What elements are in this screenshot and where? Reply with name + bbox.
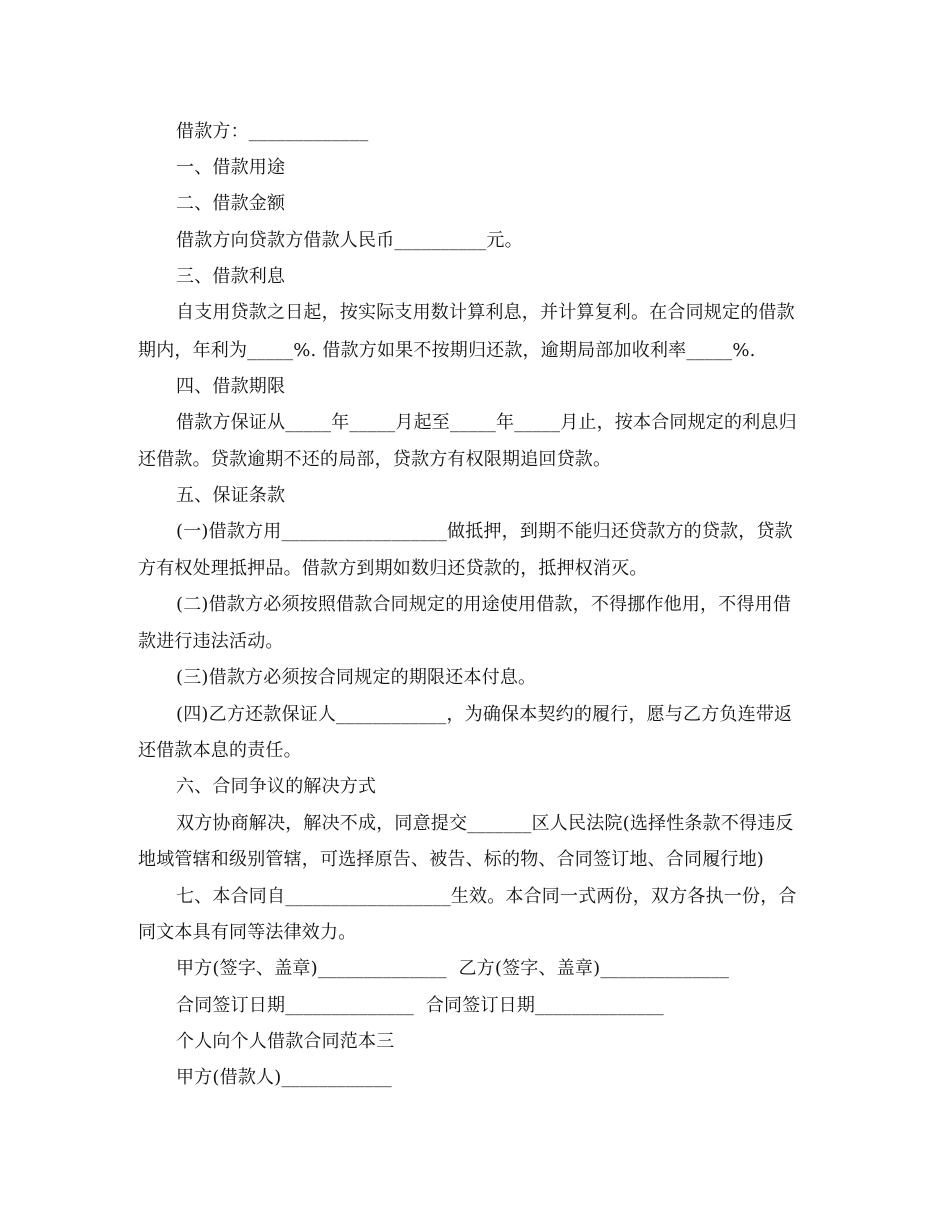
term-paragraph-cont: 还借款。贷款逾期不还的局部，贷款方有权限期追回贷款。	[138, 449, 612, 470]
amount-paragraph: 借款方向贷款方借款人民币__________元。	[176, 230, 523, 251]
clause-4: (四)乙方还款保证人____________，为确保本契约的履行，愿与乙方负连带返	[176, 704, 793, 725]
section-heading-term: 四、借款期限	[176, 376, 286, 397]
section-heading-amount: 二、借款金额	[176, 193, 286, 214]
template-three-title: 个人向个人借款合同范本三	[176, 1031, 395, 1052]
clause-2-cont: 款进行违法活动。	[138, 631, 284, 652]
clause-1: (一)借款方用__________________做抵押，到期不能归还贷款方的贷款，贷款	[176, 521, 793, 542]
dispute-paragraph-cont: 地域管辖和级别管辖，可选择原告、被告、标的物、合同签订地、合同履行地)	[138, 849, 765, 870]
clause-4-cont: 还借款本息的责任。	[138, 740, 302, 761]
section-heading-purpose: 一、借款用途	[176, 157, 286, 178]
section-heading-interest: 三、借款利息	[176, 266, 286, 287]
signing-date-line: 合同签订日期______________ 合同签订日期______________	[176, 995, 664, 1016]
effective-paragraph-cont: 同文本具有同等法律效力。	[138, 922, 357, 943]
interest-paragraph-cont: 期内，年利为_____%. 借款方如果不按期归还款，逾期局部加收利率_____%.	[138, 340, 756, 361]
interest-paragraph: 自支用贷款之日起，按实际支用数计算利息，并计算复利。在合同规定的借款	[176, 302, 795, 323]
dispute-paragraph: 双方协商解决，解决不成，同意提交_______区人民法院(选择性条款不得违反	[176, 813, 794, 834]
effective-paragraph: 七、本合同自__________________生效。本合同一式两份，双方各执一份，合	[176, 886, 797, 907]
party-a-line: 甲方(借款人)____________	[176, 1067, 392, 1088]
signature-line: 甲方(签字、盖章)______________ 乙方(签字、盖章)______________	[176, 958, 730, 979]
clause-3: (三)借款方必须按合同规定的期限还本付息。	[176, 667, 537, 688]
section-heading-guarantee: 五、保证条款	[176, 485, 286, 506]
section-heading-dispute: 六、合同争议的解决方式	[176, 776, 377, 797]
clause-2: (二)借款方必须按照借款合同规定的用途使用借款，不得挪作他用，不得用借	[176, 594, 792, 615]
term-paragraph: 借款方保证从_____年_____月起至_____年_____月止，按本合同规定的利息归	[176, 412, 797, 433]
borrower-line: 借款方：_____________	[176, 121, 369, 142]
clause-1-cont: 方有权处理抵押品。借款方到期如数归还贷款的，抵押权消灭。	[138, 558, 648, 579]
